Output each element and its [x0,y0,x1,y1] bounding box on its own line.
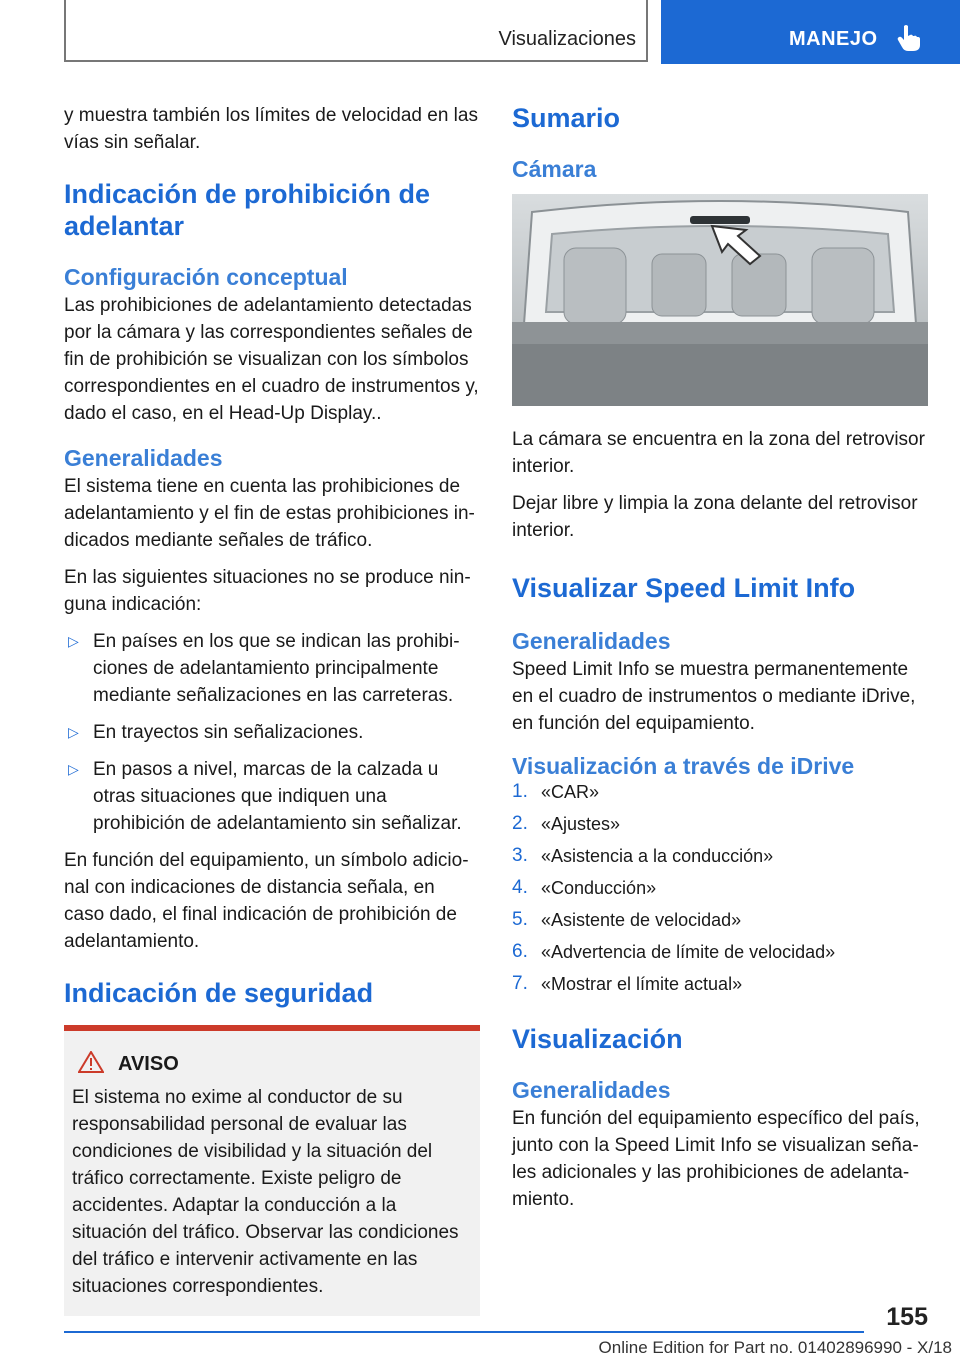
general-text-2: Speed Limit Info se muestra permanentemente en el cuadro de instrumentos o mediante iDrive, en función del equipamiento. [512,659,916,734]
camera-location-image [512,194,928,406]
heading-camera: Cámara [512,156,597,182]
step-item: 5. «Asistente de velocidad» [512,909,742,930]
situations-text: En las siguientes situaciones no se produce ninguna indicación: [64,567,471,615]
triangle-bullet-icon: ▷ [68,633,79,649]
left-column [64,102,480,1316]
step-item: 2. «Ajustes» [512,813,621,834]
general-text: El sistema tiene en cuenta las prohibiciones de adelantamiento y el fin de estas prohibiciones indicados mediante señales de tráfico. [64,476,475,551]
step-item: 3. «Asistencia a la conducción» [512,845,774,866]
section-title: Visualizaciones [498,28,636,50]
warning-text: El sistema no exime al conductor de su responsabilidad personal de evaluar las condiciones de visibilidad y la situación del tráfico correctamente. Existe peligro de accidentes. Adaptar la conducción a la situación del tráfico. Observar las condiciones del tráfico e intervenir activamente en las situaciones correspondientes. [72,1087,459,1297]
camera-text-2: Dejar libre y limpia la zona delante del retrovisor interior. [512,493,918,541]
heading-overtake-prohibition: Indicación de prohibición de adelantar [64,179,431,241]
heading-concept: Configuración conceptual [64,264,348,290]
step-item: 6. «Advertencia de límite de velocidad» [512,941,836,962]
warning-box [64,1031,480,1316]
triangle-bullet-icon: ▷ [68,761,79,777]
heading-display-speed-limit: Visualizar Speed Limit Info [512,573,856,603]
warning-triangle-icon [78,1051,104,1078]
chapter-tab-label: MANEJO [789,28,878,50]
situations-list [64,628,480,837]
equipment-text: En función del equipamiento, un símbolo adicional con indicaciones de distancia señala, en caso dado, el final indicación de prohibición de adelantamiento. [64,850,469,952]
list-item: ▷ En países en los que se indican las prohibiciones de adelantamiento principalmente mediante señalizaciones en las carreteras. [64,628,480,709]
step-item: 1. «CAR» [512,781,600,802]
heading-general-3: Generalidades [512,1077,671,1103]
heading-idrive: Visualización a través de iDrive [512,753,855,779]
heading-general: Generalidades [64,445,223,471]
idrive-steps [512,781,928,1005]
heading-visualization: Visualización [512,1024,683,1054]
page-number: 155 [886,1303,928,1331]
general-text-3: En función del equipamiento específico del país, junto con la Speed Limit Info se visualizan señales adicionales y las prohibiciones de adelantamiento. [512,1108,920,1210]
warning-label: AVISO [118,1053,179,1075]
concept-text: Las prohibiciones de adelantamiento detectadas por la cámara y las correspondientes señales de fin de prohibición se visualizan con los símbolos correspondientes en el cuadro de instrumentos y, dado el caso, en el Head-Up Display.. [64,295,479,424]
header-frame [64,0,648,62]
step-item: 4. «Conducción» [512,877,657,898]
heading-general-2: Generalidades [512,628,671,654]
triangle-bullet-icon: ▷ [68,724,79,740]
edition-footer: Online Edition for Part no. 01402896990 - X/18 [598,1338,952,1357]
hand-pointer-icon [897,24,921,57]
camera-text-1: La cámara se encuentra en la zona del retrovisor interior. [512,429,925,477]
right-column [512,102,928,1223]
list-item: ▷ En trayectos sin señalizaciones. [64,719,480,746]
step-item: 7. «Mostrar el límite actual» [512,973,743,994]
chapter-tab[interactable] [661,0,960,64]
intro-text: y muestra también los límites de velocidad en las vías sin señalar. [64,105,478,153]
heading-safety: Indicación de seguridad [64,978,374,1008]
heading-summary: Sumario [512,103,621,133]
footer-rule [64,1331,864,1333]
list-item: ▷ En pasos a nivel, marcas de la calzada u otras situaciones que indiquen una prohibición de adelantamiento sin señalizar. [64,756,480,837]
